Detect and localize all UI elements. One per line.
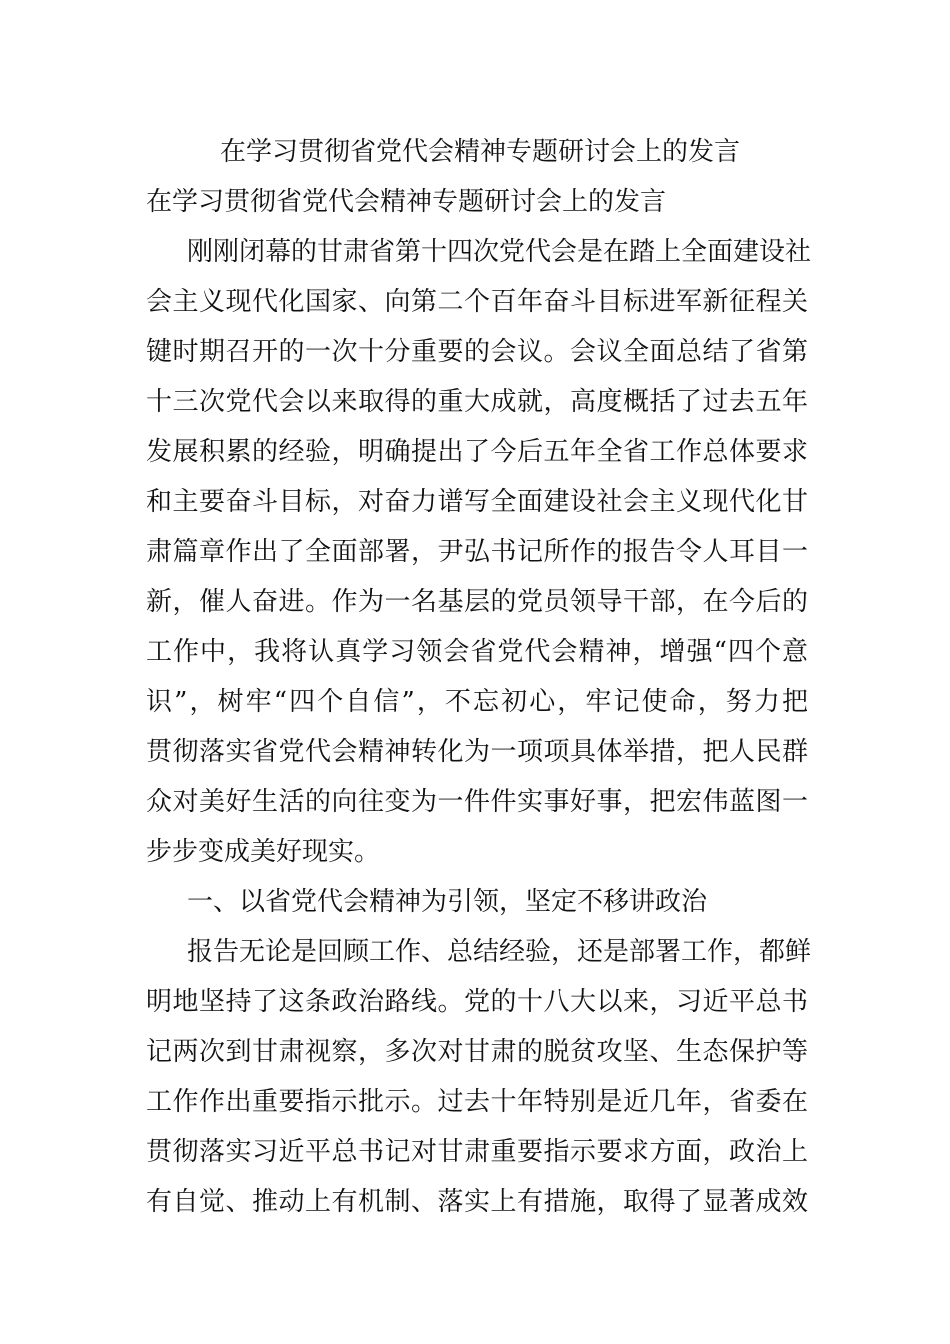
paragraph-line: 众对美好生活的向往变为一件件实事好事，把宏伟蓝图一 — [146, 787, 808, 817]
paragraph-line: 有自觉、推动上有机制、落实上有措施，取得了显著成效 — [146, 1187, 808, 1217]
paragraph-line: 报告无论是回顾工作、总结经验，还是部署工作，都鲜 — [187, 937, 812, 967]
document-title: 在学习贯彻省党代会精神专题研讨会上的发言 — [220, 137, 741, 167]
paragraph-line: 记两次到甘肃视察，多次对甘肃的脱贫攻坚、生态保护等 — [146, 1037, 808, 1067]
section-heading: 一、以省党代会精神为引领，坚定不移讲政治 — [187, 887, 708, 917]
paragraph-line: 发展积累的经验，明确提出了今后五年全省工作总体要求 — [146, 437, 808, 467]
paragraph-line: 键时期召开的一次十分重要的会议。会议全面总结了省第 — [146, 337, 808, 367]
paragraph-line: 新，催人奋进。作为一名基层的党员领导干部，在今后的 — [146, 587, 808, 617]
paragraph-line: 十三次党代会以来取得的重大成就，高度概括了过去五年 — [146, 387, 808, 417]
paragraph-line: 步步变成美好现实。 — [146, 837, 381, 867]
paragraph-line: 贯彻落实习近平总书记对甘肃重要指示要求方面，政治上 — [146, 1137, 808, 1167]
paragraph-line: 和主要奋斗目标，对奋力谱写全面建设社会主义现代化甘 — [146, 487, 808, 517]
paragraph-line: 会主义现代化国家、向第二个百年奋斗目标进军新征程关 — [146, 287, 808, 317]
paragraph-line: 工作中，我将认真学习领会省党代会精神，增强“四个意 — [146, 637, 808, 667]
paragraph-line: 刚刚闭幕的甘肃省第十四次党代会是在踏上全面建设社 — [187, 237, 812, 267]
document-subtitle: 在学习贯彻省党代会精神专题研讨会上的发言 — [146, 187, 667, 217]
paragraph-line: 贯彻落实省党代会精神转化为一项项具体举措，把人民群 — [146, 737, 808, 767]
paragraph-line: 工作作出重要指示批示。过去十年特别是近几年，省委在 — [146, 1087, 808, 1117]
paragraph-line: 肃篇章作出了全面部署，尹弘书记所作的报告令人耳目一 — [146, 537, 808, 567]
paragraph-line: 识”，树牢“四个自信”，不忘初心，牢记使命，努力把 — [146, 687, 808, 717]
paragraph-line: 明地坚持了这条政治路线。党的十八大以来，习近平总书 — [146, 987, 808, 1017]
